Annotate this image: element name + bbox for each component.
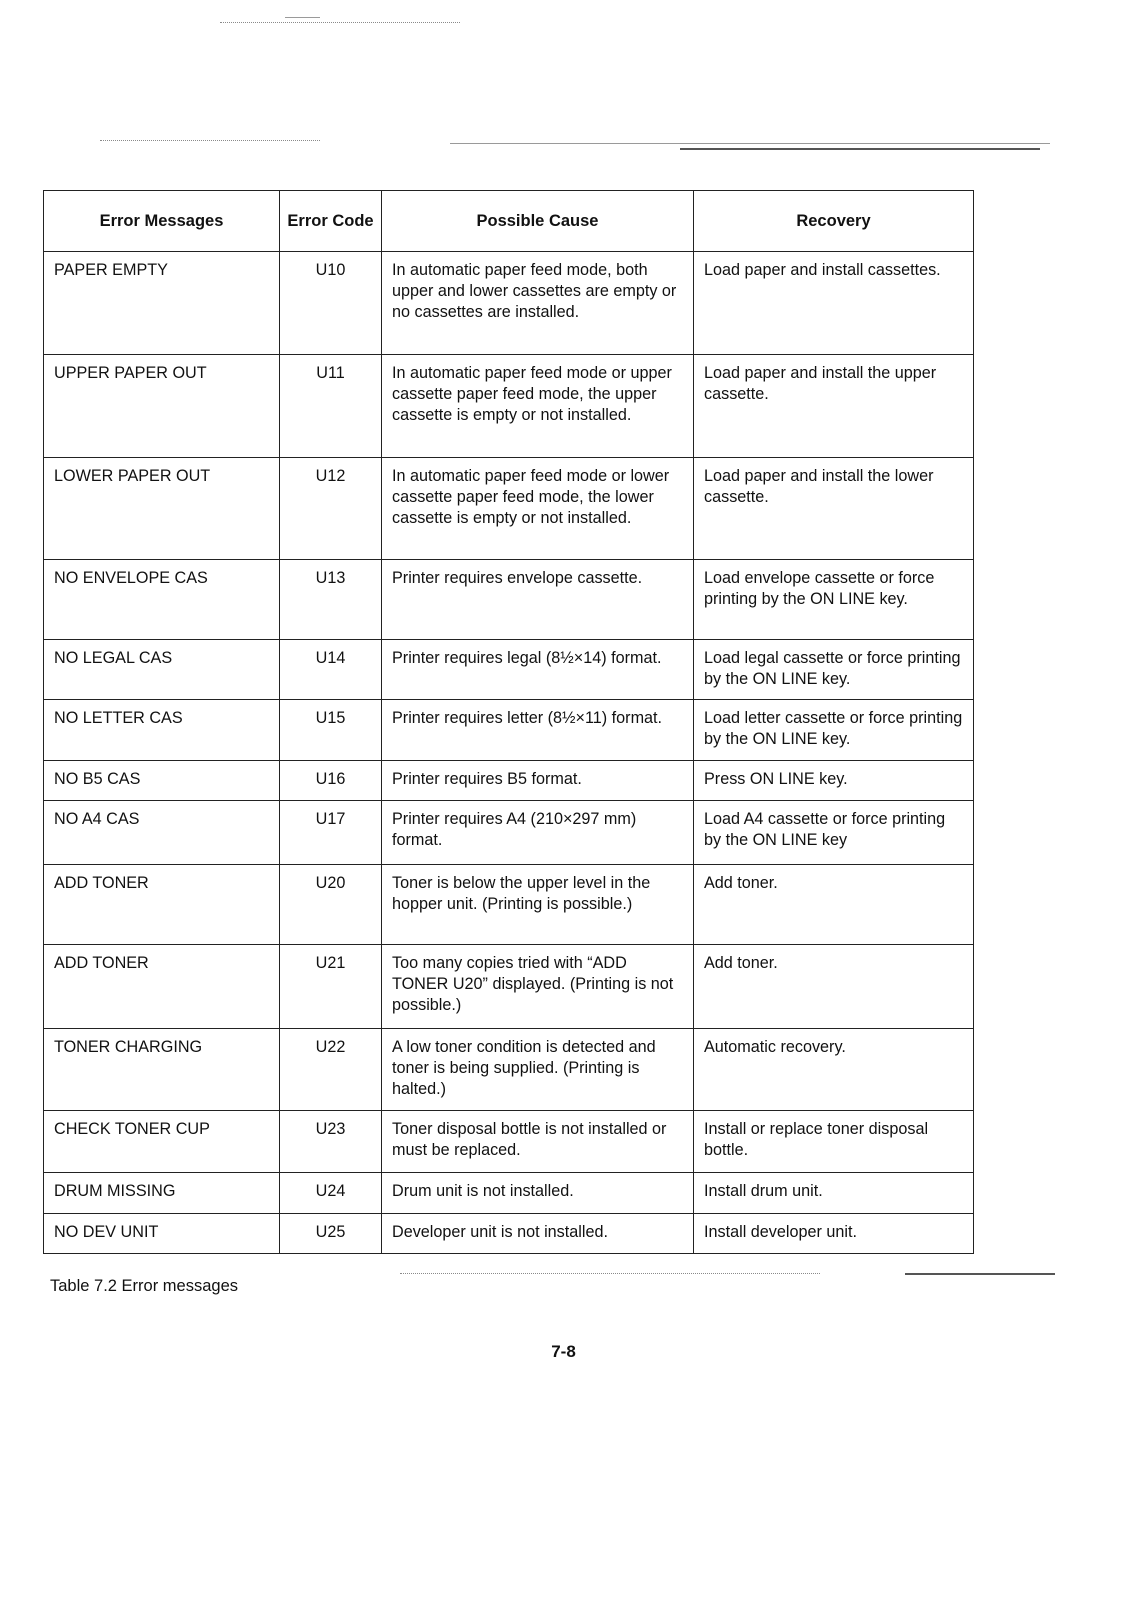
error-message-cell: LOWER PAPER OUT — [44, 458, 280, 560]
header-error-code: Error Code — [280, 191, 382, 252]
scan-artifact — [100, 140, 320, 141]
scan-artifact — [220, 22, 460, 23]
error-code-cell: U24 — [280, 1173, 382, 1214]
error-code-cell: U11 — [280, 355, 382, 458]
error-code-cell: U14 — [280, 640, 382, 700]
possible-cause-cell: Printer requires envelope cassette. — [382, 560, 694, 640]
header-error-messages: Error Messages — [44, 191, 280, 252]
error-code-cell: U12 — [280, 458, 382, 560]
error-code-cell: U25 — [280, 1214, 382, 1254]
recovery-cell: Add toner. — [694, 945, 974, 1029]
error-code-cell: U23 — [280, 1111, 382, 1173]
recovery-cell: Load legal cassette or force printing by the ON LINE key. — [694, 640, 974, 700]
error-message-cell: NO LEGAL CAS — [44, 640, 280, 700]
error-message-cell: PAPER EMPTY — [44, 252, 280, 355]
possible-cause-cell: Printer requires A4 (210×297 mm) format. — [382, 801, 694, 865]
recovery-cell: Load letter cassette or force printing by the ON LINE key. — [694, 700, 974, 761]
scan-artifact — [400, 1273, 820, 1274]
table-caption: Table 7.2 Error messages — [50, 1277, 239, 1295]
scan-artifact — [285, 17, 320, 18]
possible-cause-cell: Drum unit is not installed. — [382, 1173, 694, 1214]
error-message-cell: ADD TONER — [44, 945, 280, 1029]
table-row — [44, 458, 974, 560]
error-message-cell: CHECK TONER CUP — [44, 1111, 280, 1173]
recovery-cell: Load envelope cassette or force printing by the ON LINE key. — [694, 560, 974, 640]
error-code-cell: U16 — [280, 761, 382, 801]
possible-cause-cell: Printer requires letter (8½×11) format. — [382, 700, 694, 761]
table-row — [44, 1214, 974, 1254]
possible-cause-cell: Toner is below the upper level in the hopper unit. (Printing is possible.) — [382, 865, 694, 945]
table-row — [44, 865, 974, 945]
error-code-cell: U21 — [280, 945, 382, 1029]
recovery-cell: Load paper and install cassettes. — [694, 252, 974, 355]
error-message-cell: TONER CHARGING — [44, 1029, 280, 1111]
scan-artifact — [680, 148, 1040, 150]
table-row — [44, 560, 974, 640]
header-recovery: Recovery — [694, 191, 974, 252]
error-code-cell: U22 — [280, 1029, 382, 1111]
table-header-row — [44, 191, 974, 252]
error-code-cell: U10 — [280, 252, 382, 355]
possible-cause-cell: In automatic paper feed mode or upper cassette paper feed mode, the upper cassette is empty or not installed. — [382, 355, 694, 458]
error-message-cell: ADD TONER — [44, 865, 280, 945]
table-row — [44, 801, 974, 865]
table-row — [44, 1029, 974, 1111]
possible-cause-cell: A low toner condition is detected and toner is being supplied. (Printing is halted.) — [382, 1029, 694, 1111]
table-row — [44, 1111, 974, 1173]
error-code-cell: U15 — [280, 700, 382, 761]
header-possible-cause: Possible Cause — [382, 191, 694, 252]
error-message-cell: NO B5 CAS — [44, 761, 280, 801]
table-row — [44, 700, 974, 761]
recovery-cell: Add toner. — [694, 865, 974, 945]
error-code-cell: U17 — [280, 801, 382, 865]
possible-cause-cell: In automatic paper feed mode or lower cassette paper feed mode, the lower cassette is empty or not installed. — [382, 458, 694, 560]
error-message-cell: DRUM MISSING — [44, 1173, 280, 1214]
table-row — [44, 640, 974, 700]
scan-artifact — [450, 143, 1050, 144]
possible-cause-cell: Too many copies tried with “ADD TONER U20” displayed. (Printing is not possible.) — [382, 945, 694, 1029]
error-message-cell: NO A4 CAS — [44, 801, 280, 865]
error-messages-table — [43, 190, 974, 1254]
table-row — [44, 252, 974, 355]
table-row — [44, 1173, 974, 1214]
error-message-cell: NO DEV UNIT — [44, 1214, 280, 1254]
scan-artifact — [905, 1273, 1055, 1275]
recovery-cell: Load paper and install the upper cassette. — [694, 355, 974, 458]
recovery-cell: Install developer unit. — [694, 1214, 974, 1254]
recovery-cell: Automatic recovery. — [694, 1029, 974, 1111]
possible-cause-cell: Printer requires B5 format. — [382, 761, 694, 801]
error-message-cell: UPPER PAPER OUT — [44, 355, 280, 458]
page-number: 7-8 — [551, 1342, 576, 1361]
recovery-cell: Press ON LINE key. — [694, 761, 974, 801]
recovery-cell: Install or replace toner disposal bottle. — [694, 1111, 974, 1173]
error-code-cell: U13 — [280, 560, 382, 640]
recovery-cell: Load paper and install the lower cassette. — [694, 458, 974, 560]
possible-cause-cell: Toner disposal bottle is not installed or must be replaced. — [382, 1111, 694, 1173]
possible-cause-cell: Printer requires legal (8½×14) format. — [382, 640, 694, 700]
error-message-cell: NO ENVELOPE CAS — [44, 560, 280, 640]
table-row — [44, 945, 974, 1029]
possible-cause-cell: Developer unit is not installed. — [382, 1214, 694, 1254]
error-code-cell: U20 — [280, 865, 382, 945]
table-row — [44, 761, 974, 801]
recovery-cell: Install drum unit. — [694, 1173, 974, 1214]
possible-cause-cell: In automatic paper feed mode, both upper and lower cassettes are empty or no cassettes are installed. — [382, 252, 694, 355]
error-message-cell: NO LETTER CAS — [44, 700, 280, 761]
recovery-cell: Load A4 cassette or force printing by the ON LINE key — [694, 801, 974, 865]
table-row — [44, 355, 974, 458]
